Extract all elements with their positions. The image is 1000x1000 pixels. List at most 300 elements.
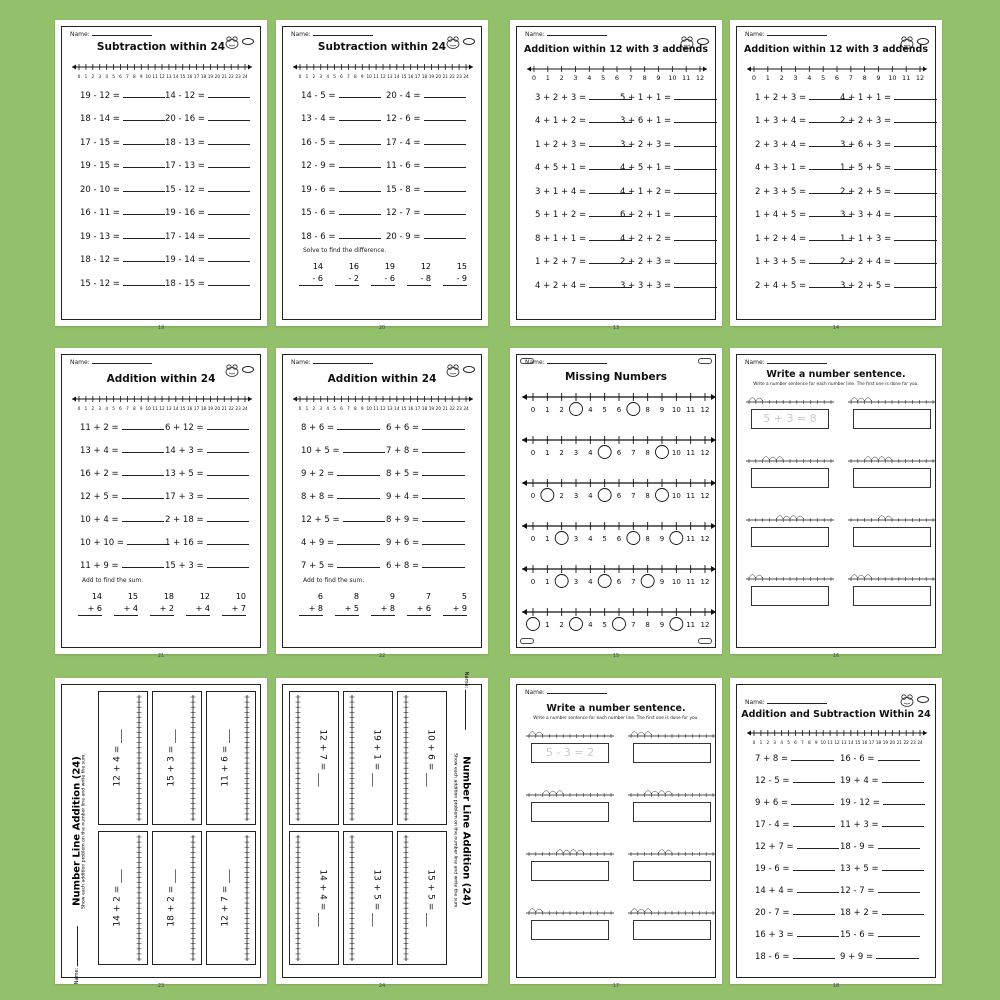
name-field[interactable] (70, 359, 152, 366)
answer-box[interactable] (853, 468, 931, 488)
problem-left (80, 467, 165, 479)
missing-number-line (521, 477, 711, 499)
missing-number-circle (570, 403, 583, 416)
missing-number-circle (598, 446, 611, 459)
answer-box[interactable] (633, 802, 711, 822)
answer-space[interactable] (335, 616, 359, 626)
answer-blank[interactable] (424, 89, 467, 98)
hop-arc (563, 850, 570, 853)
name-label: Name: (745, 699, 765, 706)
answer-blank[interactable] (674, 161, 717, 170)
problem-left (755, 884, 840, 896)
vertical-problem (371, 261, 395, 296)
vertical-problem (299, 591, 323, 626)
answer-box[interactable] (751, 468, 829, 488)
problem-right (386, 183, 471, 195)
answer-blank[interactable] (207, 513, 250, 522)
top-number: 5 (461, 592, 467, 601)
problem-text: 1 + 2 + 4 = (755, 233, 807, 244)
answer-blank[interactable] (424, 230, 467, 239)
answer-space[interactable] (371, 616, 395, 626)
answer-blank[interactable] (422, 444, 465, 453)
answer-blank[interactable] (894, 114, 937, 123)
number-line (70, 61, 252, 85)
answer-box[interactable] (531, 802, 609, 822)
problem-text: 19 - 13 = (80, 231, 120, 242)
bottom-number: + 7 (222, 603, 246, 616)
missing-number-circle (670, 618, 683, 631)
answer-blank[interactable] (339, 230, 382, 239)
vertical-number-line (290, 832, 338, 964)
top-number: 18 (163, 592, 174, 601)
answer-blank[interactable] (343, 444, 386, 453)
answer-blank[interactable] (894, 185, 937, 194)
vertical-number-line (290, 692, 338, 824)
answer-blank[interactable] (878, 752, 921, 761)
frog-icon (445, 362, 461, 381)
answer-blank[interactable] (674, 91, 717, 100)
tick-label: 8 (132, 74, 136, 79)
problem-row (80, 248, 250, 272)
answer-blank[interactable] (208, 253, 251, 262)
tick-label: 13 (387, 74, 393, 79)
frog-eye-right (688, 37, 692, 41)
name-line[interactable] (92, 363, 152, 364)
missing-number-circle (598, 575, 611, 588)
answer-box[interactable] (853, 586, 931, 606)
answer-blank[interactable] (422, 467, 465, 476)
problem-text: 4 + 2 + 4 = (535, 280, 587, 291)
answer-blank[interactable] (123, 159, 166, 168)
problem-row (755, 132, 925, 156)
answer-blank[interactable] (123, 206, 166, 215)
answer-box[interactable] (853, 409, 931, 429)
hop-arc (570, 850, 577, 854)
answer-blank[interactable] (422, 421, 465, 430)
answer-blank[interactable] (123, 253, 166, 262)
name-field[interactable] (74, 926, 80, 984)
problem-left (301, 467, 386, 479)
answer-space[interactable] (335, 286, 359, 296)
answer-box[interactable] (531, 861, 609, 881)
answer-blank[interactable] (339, 136, 382, 145)
answer-blank[interactable] (882, 906, 925, 915)
frog-drawing (224, 363, 240, 377)
answer-box[interactable] (751, 586, 829, 606)
answer-blank[interactable] (122, 559, 165, 568)
answer-blank[interactable] (674, 279, 717, 288)
answer-blank[interactable] (882, 862, 925, 871)
answer-blank[interactable] (337, 536, 380, 545)
tick-label: 20 (435, 74, 442, 79)
problem-right (840, 928, 925, 940)
tick-label: 9 (659, 621, 665, 629)
tick-label: 0 (77, 406, 81, 411)
answer-blank[interactable] (793, 818, 836, 827)
answer-blank[interactable] (894, 161, 937, 170)
problem-text: 20 - 4 = (386, 90, 421, 101)
name-line[interactable] (313, 363, 373, 364)
name-line[interactable] (767, 363, 827, 364)
answer-blank[interactable] (894, 232, 937, 241)
tick-label: 6 (616, 449, 622, 457)
answer-box[interactable] (751, 409, 829, 429)
answer-blank[interactable] (674, 255, 717, 264)
tick-label: 8 (807, 740, 811, 745)
problem-panel (152, 691, 202, 825)
answer-space[interactable] (222, 616, 246, 626)
worksheet-page-21 (55, 348, 267, 659)
answer-space[interactable] (114, 616, 138, 626)
answer-blank[interactable] (878, 840, 921, 849)
name-field[interactable] (70, 31, 152, 38)
problem-text: 3 + 6 + 3 = (840, 139, 892, 150)
answer-blank[interactable] (208, 112, 251, 121)
tick-label: 10 (671, 492, 681, 500)
problem-left (80, 277, 165, 289)
name-line[interactable] (767, 703, 827, 704)
problem-text: 10 + 4 = (80, 514, 119, 525)
problem-text: 4 + 2 + 2 = (620, 233, 672, 244)
problem-list (301, 83, 471, 248)
problem-left (80, 206, 165, 218)
tick-label: 4 (807, 74, 812, 82)
tick-label: 4 (588, 406, 593, 414)
problem-text: 15 - 6 = (301, 208, 336, 219)
answer-blank[interactable] (207, 467, 250, 476)
answer-blank[interactable] (123, 136, 166, 145)
name-field[interactable] (745, 699, 827, 706)
problem-right (840, 279, 925, 291)
problem-text: 8 + 9 = (386, 514, 420, 525)
answer-blank[interactable] (208, 230, 251, 239)
problem-right (386, 444, 471, 456)
tick-label: 7 (628, 74, 633, 82)
answer-blank[interactable] (674, 232, 717, 241)
answer-blank[interactable] (123, 112, 166, 121)
answer-blank[interactable] (882, 818, 925, 827)
name-field[interactable] (463, 672, 469, 730)
vertical-number-line (398, 832, 446, 964)
answer-blank[interactable] (337, 490, 380, 499)
problem-text: 11 + 2 = (80, 422, 119, 433)
answer-blank[interactable] (337, 421, 380, 430)
tick-label: 12 (834, 740, 840, 745)
answer-blank[interactable] (339, 206, 382, 215)
answer-blank[interactable] (791, 796, 834, 805)
answer-space[interactable] (299, 286, 323, 296)
answer-blank[interactable] (122, 444, 165, 453)
page-frame (516, 684, 716, 989)
name-line[interactable] (313, 35, 373, 36)
answer-blank[interactable] (208, 136, 251, 145)
problem-text: 9 + 9 = (840, 952, 874, 962)
answer-blank[interactable] (793, 906, 836, 915)
name-line[interactable] (92, 35, 152, 36)
problem-text: 19 - 12 = (840, 798, 880, 808)
answer-blank[interactable] (123, 277, 166, 286)
answer-blank[interactable] (122, 513, 165, 522)
name-line[interactable] (77, 926, 78, 966)
tick-label: 23 (235, 74, 241, 79)
answer-blank[interactable] (797, 840, 840, 849)
number-line (70, 393, 252, 417)
problem-text: 6 + 8 = (386, 560, 420, 571)
answer-space[interactable] (299, 616, 323, 626)
answer-space[interactable] (443, 286, 467, 296)
missing-number-line (521, 563, 711, 585)
number-sentence-item (745, 391, 835, 425)
tick-label: 1 (545, 74, 550, 82)
answer-blank[interactable] (878, 928, 921, 937)
frog-drawing (899, 35, 915, 49)
problem-row (535, 203, 705, 227)
answer-blank[interactable] (122, 490, 165, 499)
addition-problem: 10 + 6 = ___ (425, 729, 436, 787)
bottom-number: + 2 (150, 603, 174, 616)
tick-label: 15 (180, 74, 186, 79)
hop-arc (878, 457, 885, 461)
answer-blank[interactable] (793, 862, 836, 871)
answer-box[interactable] (853, 527, 931, 547)
bottom-number: + 8 (371, 603, 395, 616)
name-line[interactable] (547, 363, 607, 364)
answer-blank[interactable] (791, 752, 834, 761)
problem-text: 2 + 2 + 3 = (620, 257, 672, 268)
problem-panel (397, 691, 447, 825)
problem-left (755, 114, 840, 126)
answer-blank[interactable] (207, 559, 250, 568)
name-field[interactable] (291, 31, 373, 38)
answer-space[interactable] (407, 286, 431, 296)
answer-blank[interactable] (424, 136, 467, 145)
problem-row (301, 438, 471, 461)
problem-left (755, 818, 840, 830)
tick-label: 12 (159, 74, 165, 79)
answer-space[interactable] (407, 616, 431, 626)
tick-label: 11 (152, 74, 158, 79)
missing-number-circle (613, 618, 626, 631)
tick-label: 16 (407, 74, 414, 79)
small-number-line (525, 784, 615, 800)
tick-label: 11 (827, 740, 833, 745)
name-line[interactable] (767, 35, 827, 36)
tick-label: 7 (347, 74, 350, 79)
vertical-problem (443, 591, 467, 626)
tick-label: 14 (173, 406, 179, 411)
answer-blank[interactable] (123, 89, 166, 98)
tick-label: 6 (340, 406, 343, 411)
problem-text: 11 - 6 = (386, 161, 421, 172)
answer-blank[interactable] (207, 536, 250, 545)
name-label: Name: (70, 31, 90, 38)
problem-text: 1 + 1 + 3 = (840, 233, 892, 244)
problem-left (80, 444, 165, 456)
bottom-number: + 6 (407, 603, 431, 616)
answer-blank[interactable] (339, 112, 382, 121)
answer-blank[interactable] (424, 112, 467, 121)
name-field[interactable] (525, 31, 607, 38)
problem-text: 3 + 3 + 4 = (840, 210, 892, 221)
answer-blank[interactable] (122, 421, 165, 430)
name-line[interactable] (465, 690, 466, 730)
arrow-left (747, 731, 751, 736)
answer-blank[interactable] (882, 774, 925, 783)
name-field[interactable] (745, 31, 827, 38)
small-number-line (627, 725, 717, 741)
answer-blank[interactable] (878, 884, 921, 893)
problem-row (301, 107, 471, 131)
name-field[interactable] (291, 359, 373, 366)
answer-blank[interactable] (674, 185, 717, 194)
addition-problem: 14 + 2 = ___ (112, 869, 123, 927)
answer-blank[interactable] (343, 513, 386, 522)
answer-space[interactable] (443, 616, 467, 626)
answer-blank[interactable] (208, 183, 251, 192)
answer-blank[interactable] (793, 950, 836, 959)
answer-blank[interactable] (207, 490, 250, 499)
name-field[interactable] (525, 689, 607, 696)
answer-blank[interactable] (424, 159, 467, 168)
arrow-left (527, 67, 531, 72)
answer-blank[interactable] (797, 928, 840, 937)
answer-blank[interactable] (894, 91, 937, 100)
tick-label: 23 (910, 740, 916, 745)
answer-blank[interactable] (422, 536, 465, 545)
vertical-problems (78, 591, 246, 626)
answer-blank[interactable] (422, 490, 465, 499)
name-line[interactable] (547, 35, 607, 36)
missing-number-circle (598, 489, 611, 502)
answer-blank[interactable] (339, 89, 382, 98)
answer-blank[interactable] (793, 774, 836, 783)
addition-problem: 12 + 4 = ___ (112, 729, 123, 787)
answer-blank[interactable] (339, 183, 382, 192)
answer-blank[interactable] (207, 421, 250, 430)
problem-text: 14 + 4 = (755, 886, 794, 896)
answer-blank[interactable] (337, 559, 380, 568)
answer-blank[interactable] (894, 279, 937, 288)
problem-right (386, 112, 471, 124)
answer-blank[interactable] (208, 277, 251, 286)
problem-text: 9 + 2 = (301, 468, 335, 479)
answer-blank[interactable] (123, 230, 166, 239)
hop-arc (577, 850, 584, 853)
tick-label: 0 (298, 74, 302, 79)
answer-blank[interactable] (424, 206, 467, 215)
problem-row (755, 945, 925, 967)
answer-blank[interactable] (883, 796, 926, 805)
problem-text: 4 + 1 + 2 = (535, 116, 587, 127)
answer-blank[interactable] (876, 950, 919, 959)
answer-box[interactable] (633, 861, 711, 881)
answer-blank[interactable] (207, 444, 250, 453)
answer-blank[interactable] (339, 159, 382, 168)
problem-row (755, 813, 925, 835)
answer-blank[interactable] (422, 559, 465, 568)
tick-label: 6 (340, 74, 343, 79)
hop-arc (851, 398, 858, 402)
problem-left (301, 559, 386, 571)
problem-left (535, 279, 620, 291)
answer-blank[interactable] (208, 206, 251, 215)
arrow-left (522, 523, 527, 529)
answer-space[interactable] (78, 616, 102, 626)
tick-label: 0 (530, 535, 536, 543)
number-line-svg (291, 61, 475, 81)
answer-blank[interactable] (123, 183, 166, 192)
hop-arc (885, 516, 892, 519)
problem-left (80, 112, 165, 124)
answer-box[interactable] (633, 920, 711, 940)
problem-row (535, 179, 705, 203)
problem-text: 5 + 1 + 2 = (535, 210, 587, 221)
name-field[interactable] (745, 359, 827, 366)
answer-blank[interactable] (208, 159, 251, 168)
answer-space[interactable] (371, 286, 395, 296)
answer-blank[interactable] (894, 255, 937, 264)
answer-blank[interactable] (894, 138, 937, 147)
answer-box[interactable] (633, 743, 711, 763)
answer-blank[interactable] (127, 536, 170, 545)
answer-blank[interactable] (894, 208, 937, 217)
answer-blank[interactable] (424, 183, 467, 192)
vertical-problems (299, 591, 467, 626)
problem-panel (152, 831, 202, 965)
vertical-problems (299, 261, 467, 296)
example-answer: 5 + 3 = 8 (763, 412, 817, 425)
page-frame (61, 684, 261, 989)
tick-label: 16 (186, 74, 193, 79)
tick-label: 17 (414, 74, 421, 79)
tick-label: 21 (221, 406, 227, 411)
page-title: Addition and Subtraction Within 24 (741, 709, 931, 720)
answer-blank[interactable] (337, 467, 380, 476)
problem-text: 7 + 5 = (301, 560, 335, 571)
missing-number-circle (670, 532, 683, 545)
name-line[interactable] (547, 693, 607, 694)
answer-blank[interactable] (674, 208, 717, 217)
tick-label: 1 (545, 406, 550, 414)
frog-eye-left (902, 695, 906, 699)
answer-blank[interactable] (797, 884, 840, 893)
tick-label: 3 (98, 74, 102, 79)
problem-text: 4 + 5 + 1 = (620, 163, 672, 174)
bottom-number: - 8 (407, 273, 431, 286)
problem-left (755, 138, 840, 150)
answer-space[interactable] (186, 616, 210, 626)
answer-box[interactable] (531, 743, 609, 763)
problem-text: 12 + 5 = (80, 491, 119, 502)
answer-blank[interactable] (674, 114, 717, 123)
answer-blank[interactable] (422, 513, 465, 522)
name-field[interactable] (525, 359, 607, 366)
tick-label: 22 (449, 74, 455, 79)
answer-blank[interactable] (674, 138, 717, 147)
hop-arc (749, 575, 756, 579)
top-number: 8 (353, 592, 359, 601)
vertical-number-line (207, 692, 255, 824)
answer-box[interactable] (751, 527, 829, 547)
hop-arc (631, 909, 638, 913)
worksheet-page-13 (510, 20, 722, 331)
tick-label: 0 (298, 406, 302, 411)
answer-blank[interactable] (122, 467, 165, 476)
hop-arc (638, 909, 645, 912)
answer-box[interactable] (531, 920, 609, 940)
answer-space[interactable] (150, 616, 174, 626)
answer-blank[interactable] (208, 89, 251, 98)
